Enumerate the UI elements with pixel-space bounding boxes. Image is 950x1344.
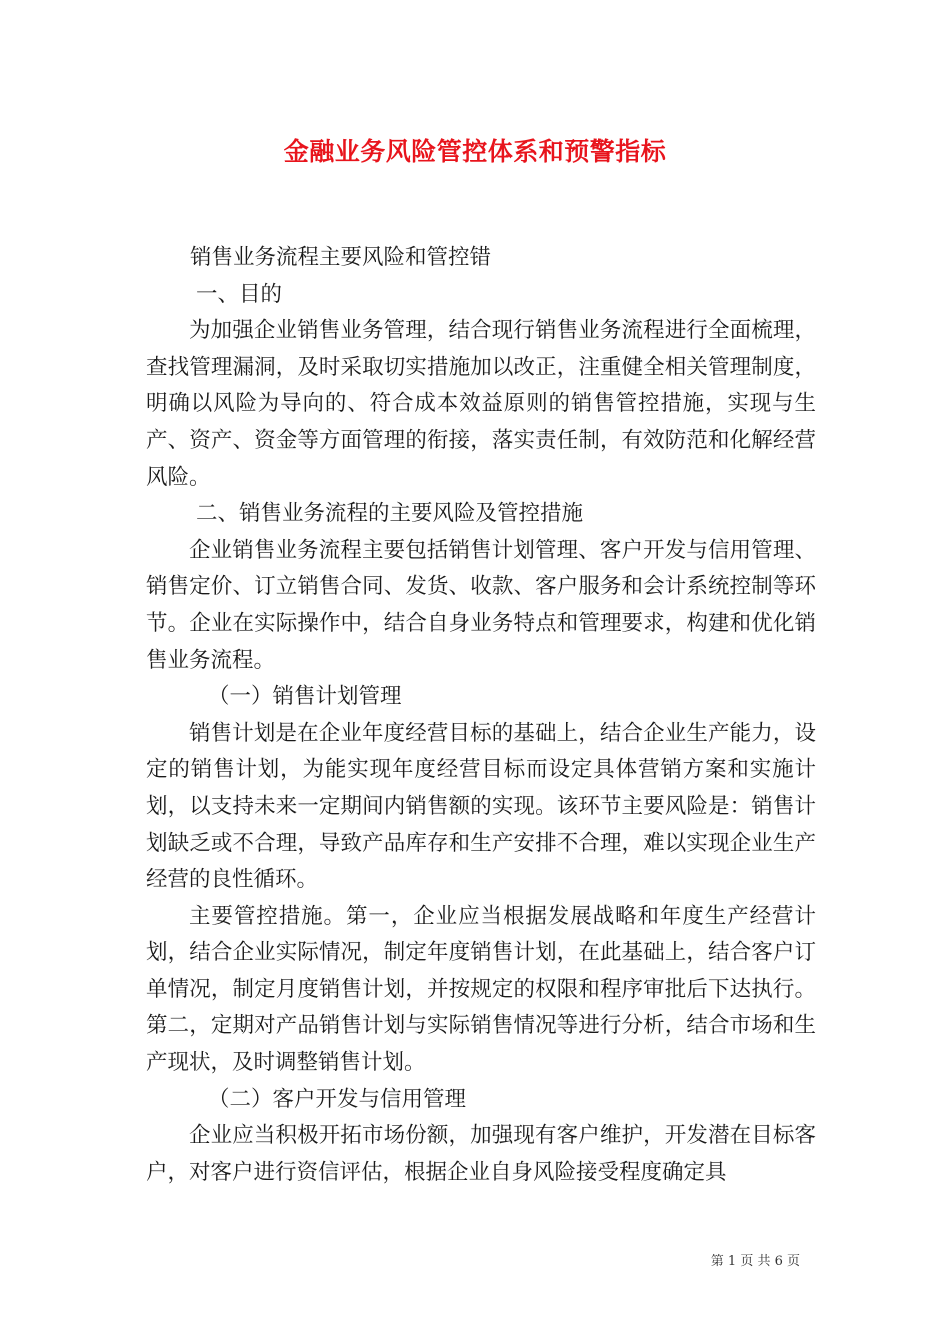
section-heading-risks: 二、销售业务流程的主要风险及管控措施: [196, 501, 584, 527]
subsection-heading-sales-plan: （一）销售计划管理: [208, 684, 402, 710]
paragraph-process-overview: 企业销售业务流程主要包括销售计划管理、客户开发与信用管理、销售定价、订立销售合同、发货、收款、客户服务和会计系统控制等环节。企业在实际操作中，结合自身业务特点和管理要求，构建和优化销售业务流程。: [146, 537, 816, 673]
paragraph-control-measures: 主要管控措施。第一，企业应当根据发展战略和年度生产经营计划，结合企业实际情况，制定年度销售计划，在此基础上，结合客户订单情况，制定月度销售计划，并按规定的权限和程序审批后下达执行。第二，定期对产品销售计划与实际销售情况等进行分析，结合市场和生产现状，及时调整销售计划。: [146, 903, 816, 1076]
document-title: 金融业务风险管控体系和预警指标: [283, 137, 667, 166]
paragraph-customer-credit: 企业应当积极开拓市场份额，加强现有客户维护，开发潜在目标客户，对客户进行资信评估，根据企业自身风险接受程度确定具: [146, 1123, 816, 1185]
page-number-footer: 第 1 页 共 6 页: [710, 1254, 800, 1269]
paragraph-sales-plan: 销售计划是在企业年度经营目标的基础上，结合企业生产能力，设定的销售计划，为能实现年度经营目标而设定具体营销方案和实施计划，以支持未来一定期间内销售额的实现。该环节主要风险是：销售计划缺乏或不合理，导致产品库存和生产安排不合理，难以实现企业生产经营的良性循环。: [146, 720, 816, 893]
paragraph-purpose: 为加强企业销售业务管理，结合现行销售业务流程进行全面梳理，查找管理漏洞，及时采取切实措施加以改正，注重健全相关管理制度，明确以风险为导向的、符合成本效益原则的销售管控措施，实现与生产、资产、资金等方面管理的衔接，落实责任制，有效防范和化解经营风险。: [146, 318, 816, 490]
subsection-heading-customer-credit: （二）客户开发与信用管理: [208, 1086, 467, 1112]
section-intro-heading: 销售业务流程主要风险和管控错: [190, 245, 492, 270]
section-heading-purpose: 一、目的: [196, 281, 283, 307]
document-body: [146, 240, 816, 1191]
